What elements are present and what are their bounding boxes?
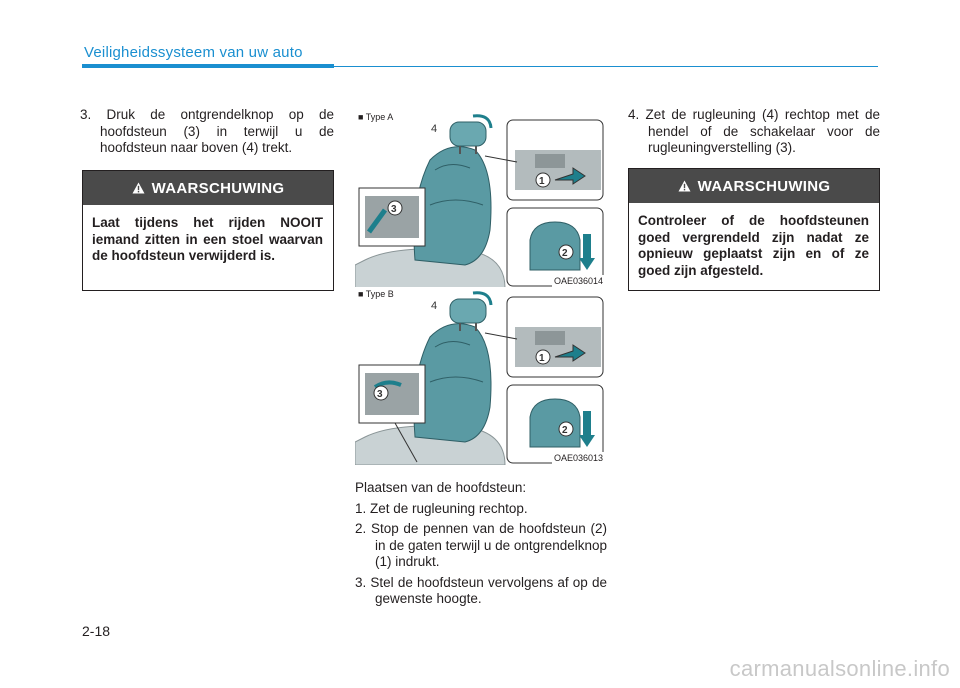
callout-3: 3 bbox=[377, 389, 383, 400]
warning-title: WAARSCHUWING bbox=[697, 177, 831, 195]
install-step-1: 1. Zet de rugleuning rechtop. bbox=[355, 500, 528, 516]
warning-header bbox=[83, 171, 333, 205]
middle-column bbox=[355, 480, 607, 612]
figure-type-label: ■ Type A bbox=[358, 112, 394, 122]
warning-triangle-icon bbox=[132, 182, 145, 194]
callout-3: 3 bbox=[391, 204, 397, 215]
warning-header bbox=[629, 169, 879, 203]
warning-triangle-icon bbox=[678, 180, 691, 192]
callout-1: 1 bbox=[539, 353, 545, 364]
left-column bbox=[80, 107, 334, 161]
callout-1: 1 bbox=[539, 176, 545, 187]
right-column bbox=[628, 107, 880, 161]
step-3-release: 3. Druk de ontgrendelknop op de hoofdsteun (3) in terwijl u de hoofdsteun naar boven (4) trekt. bbox=[80, 107, 334, 155]
warning-title: WAARSCHUWING bbox=[151, 179, 285, 197]
callout-4: 4 bbox=[431, 123, 438, 135]
step-4-backrest: 4. Zet de rugleuning (4) rechtop met de hendel of de schakelaar voor de rugleuningverstelling (3). bbox=[628, 107, 880, 155]
seat-illustration-b bbox=[355, 287, 607, 465]
warning-box-left bbox=[82, 170, 334, 291]
install-step-2: 2. Stop de pennen van de hoofdsteun (2) in de gaten terwijl u de ontgrendelknop (1) indrukt. bbox=[355, 521, 607, 569]
install-intro: Plaatsen van de hoofdsteun: bbox=[355, 480, 527, 495]
header-rule bbox=[334, 66, 878, 67]
warning-box-right bbox=[628, 168, 880, 291]
seat-illustration-a bbox=[355, 110, 607, 288]
figure-type-a bbox=[355, 110, 607, 288]
warning-text: Controleer of de hoofdsteunen goed vergrendeld zijn nadat ze opnieuw geplaatst zijn en of ze goed zijn afgesteld. bbox=[638, 213, 869, 278]
watermark: carmanualsonline.info bbox=[729, 656, 950, 681]
header-accent-bar bbox=[82, 64, 334, 68]
warning-text: Laat tijdens het rijden NOOIT iemand zitten in een stoel waarvan de hoofdsteun verwijderd is. bbox=[92, 215, 323, 263]
install-step-3: 3. Stel de hoofdsteun vervolgens af op de gewenste hoogte. bbox=[355, 574, 607, 606]
callout-2: 2 bbox=[562, 248, 568, 259]
callout-4: 4 bbox=[431, 300, 438, 312]
section-title: Veiligheidssysteem van uw auto bbox=[84, 44, 303, 61]
callout-2: 2 bbox=[562, 425, 568, 436]
figure-type-label: ■ Type B bbox=[358, 289, 394, 299]
page-number: 2-18 bbox=[82, 623, 111, 639]
figure-type-b bbox=[355, 287, 607, 465]
figure-code: OAE036013 bbox=[553, 453, 603, 463]
figure-code: OAE036014 bbox=[553, 276, 603, 286]
